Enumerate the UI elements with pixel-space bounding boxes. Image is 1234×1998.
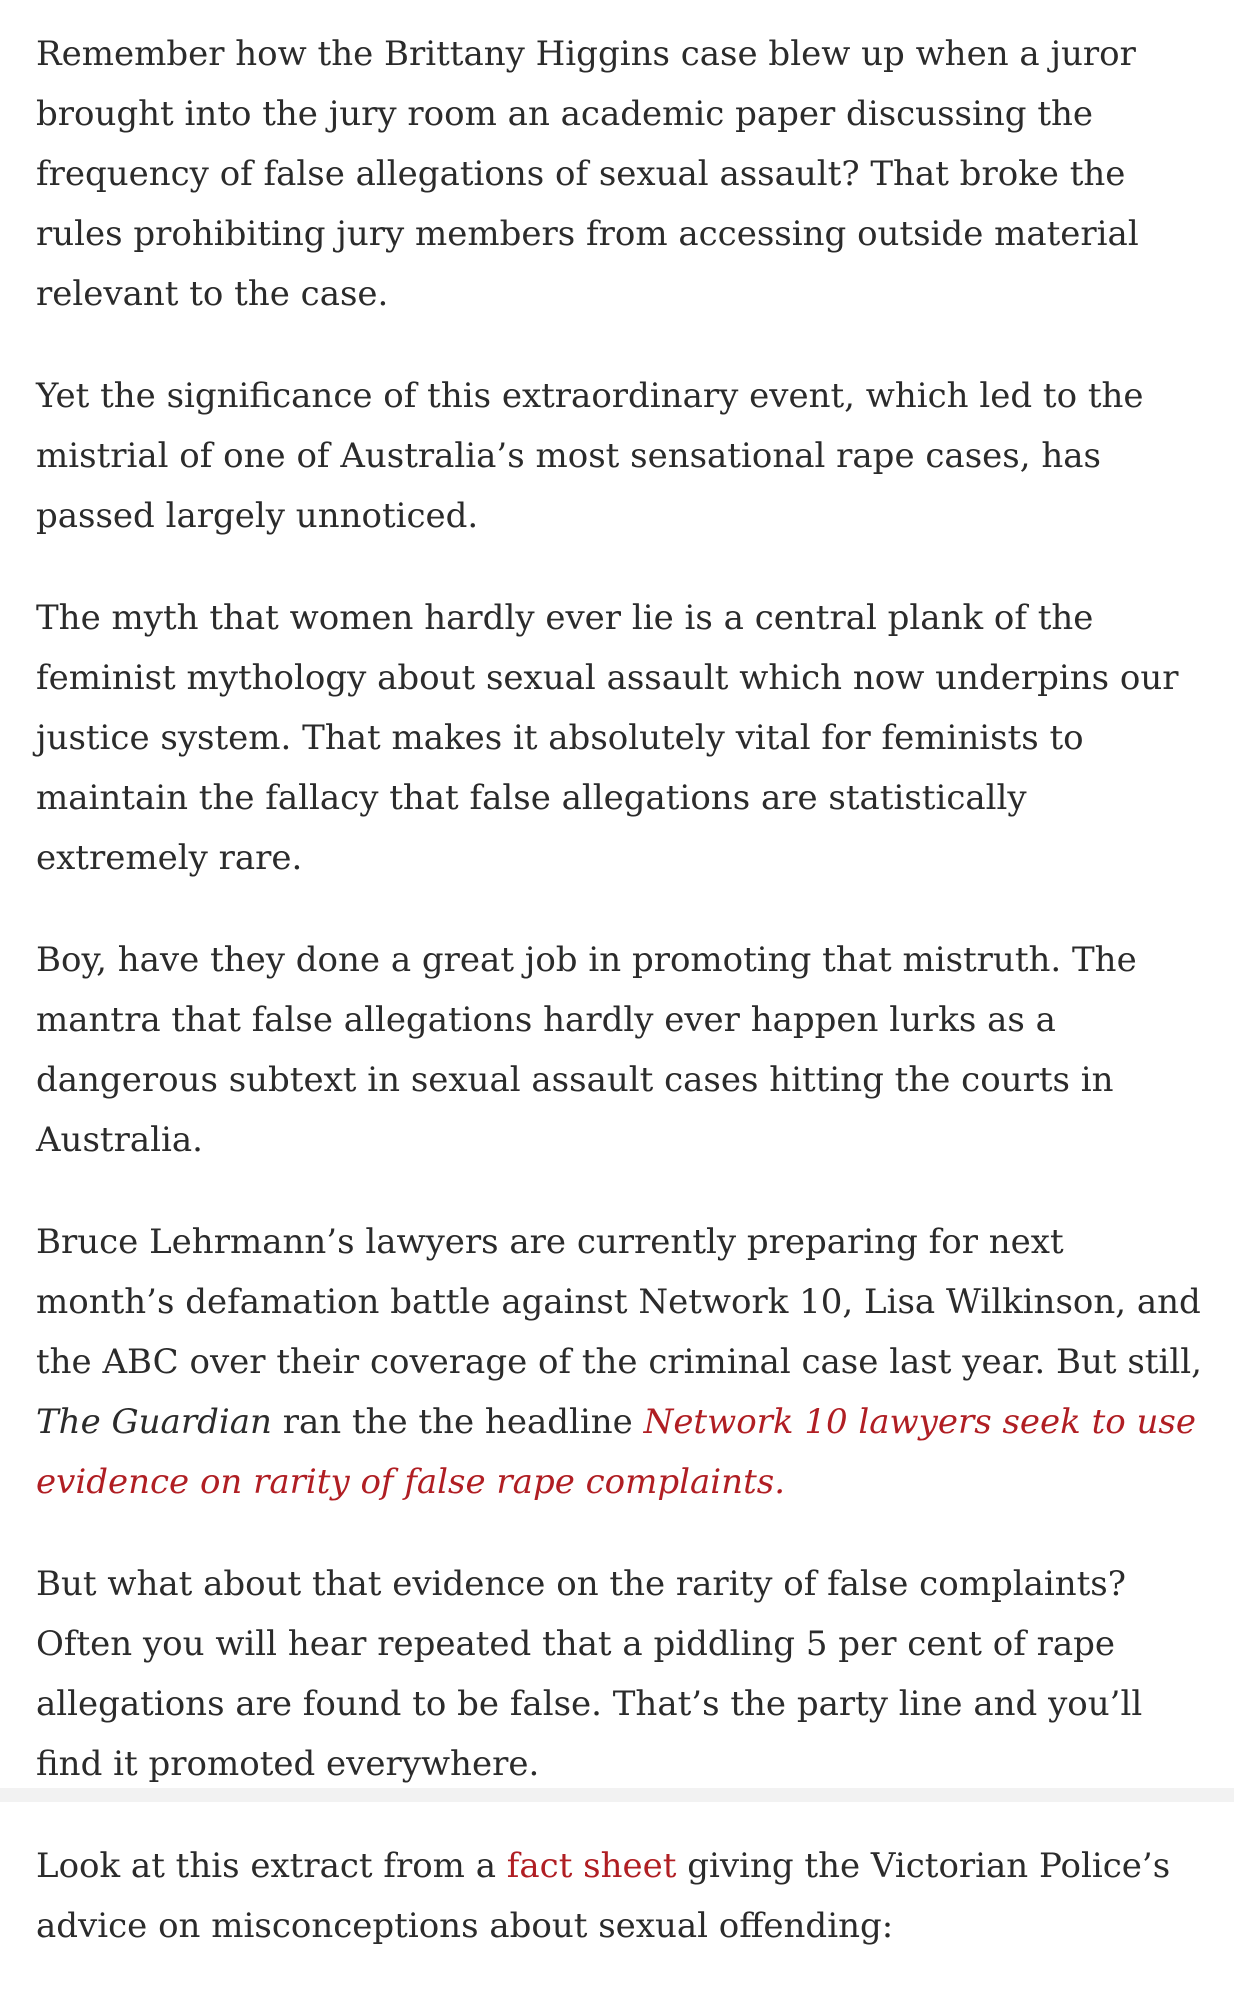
paragraph-6-text: But what about that evidence on the rarity of false complaints? Often you will hear repeated that a piddling 5 per cent of rape allegations are found to be false. That’s the party line and you’ll find it promoted everywhere. bbox=[36, 1564, 1143, 1784]
paragraph-5 bbox=[36, 1212, 1206, 1512]
paragraph-4 bbox=[36, 930, 1206, 1170]
paragraph-7-text-before: Look at this extract from a bbox=[36, 1846, 507, 1886]
paragraph-2-text: Yet the significance of this extraordinary event, which led to the mistrial of one of Australia’s most sensational rape cases, has passed largely unnoticed. bbox=[36, 376, 1144, 536]
paragraph-5-text-before: Bruce Lehrmann’s lawyers are currently preparing for next month’s defamation battle against Network 10, Lisa Wilkinson, and the ABC over their coverage of the criminal case last year. But still, bbox=[36, 1222, 1202, 1382]
article-body bbox=[36, 24, 1206, 1998]
paragraph-7 bbox=[36, 1836, 1206, 1956]
paragraph-3-text: The myth that women hardly ever lie is a central plank of the feminist mythology about sexual assault which now underpins our justice system. That makes it absolutely vital for feminists to maintain the fallacy that false allegations are statistically extremely rare. bbox=[36, 598, 1179, 878]
bottom-divider bbox=[0, 1788, 1234, 1802]
fact-sheet-link[interactable]: fact sheet bbox=[506, 1846, 677, 1886]
paragraph-5-text-middle: ran the the headline bbox=[271, 1402, 644, 1442]
publication-name: The Guardian bbox=[36, 1402, 272, 1442]
paragraph-1 bbox=[36, 24, 1206, 324]
paragraph-4-text: Boy, have they done a great job in promoting that mistruth. The mantra that false allegations hardly ever happen lurks as a dangerous subtext in sexual assault cases hitting the courts in Australia. bbox=[36, 940, 1137, 1160]
paragraph-1-text: Remember how the Brittany Higgins case blew up when a juror brought into the jury room an academic paper discussing the frequency of false allegations of sexual assault? That broke the rules prohibiting jury members from accessing outside material relevant to the case. bbox=[36, 34, 1139, 314]
paragraph-2 bbox=[36, 366, 1206, 546]
paragraph-3 bbox=[36, 588, 1206, 888]
guardian-headline-link[interactable]: Network 10 lawyers seek to use evidence on rarity of false rape complaints. bbox=[36, 1402, 1196, 1502]
paragraph-6 bbox=[36, 1554, 1206, 1794]
paragraph-7-text-after: giving the Victorian Police’s advice on misconceptions about sexual offending: bbox=[36, 1846, 1171, 1946]
